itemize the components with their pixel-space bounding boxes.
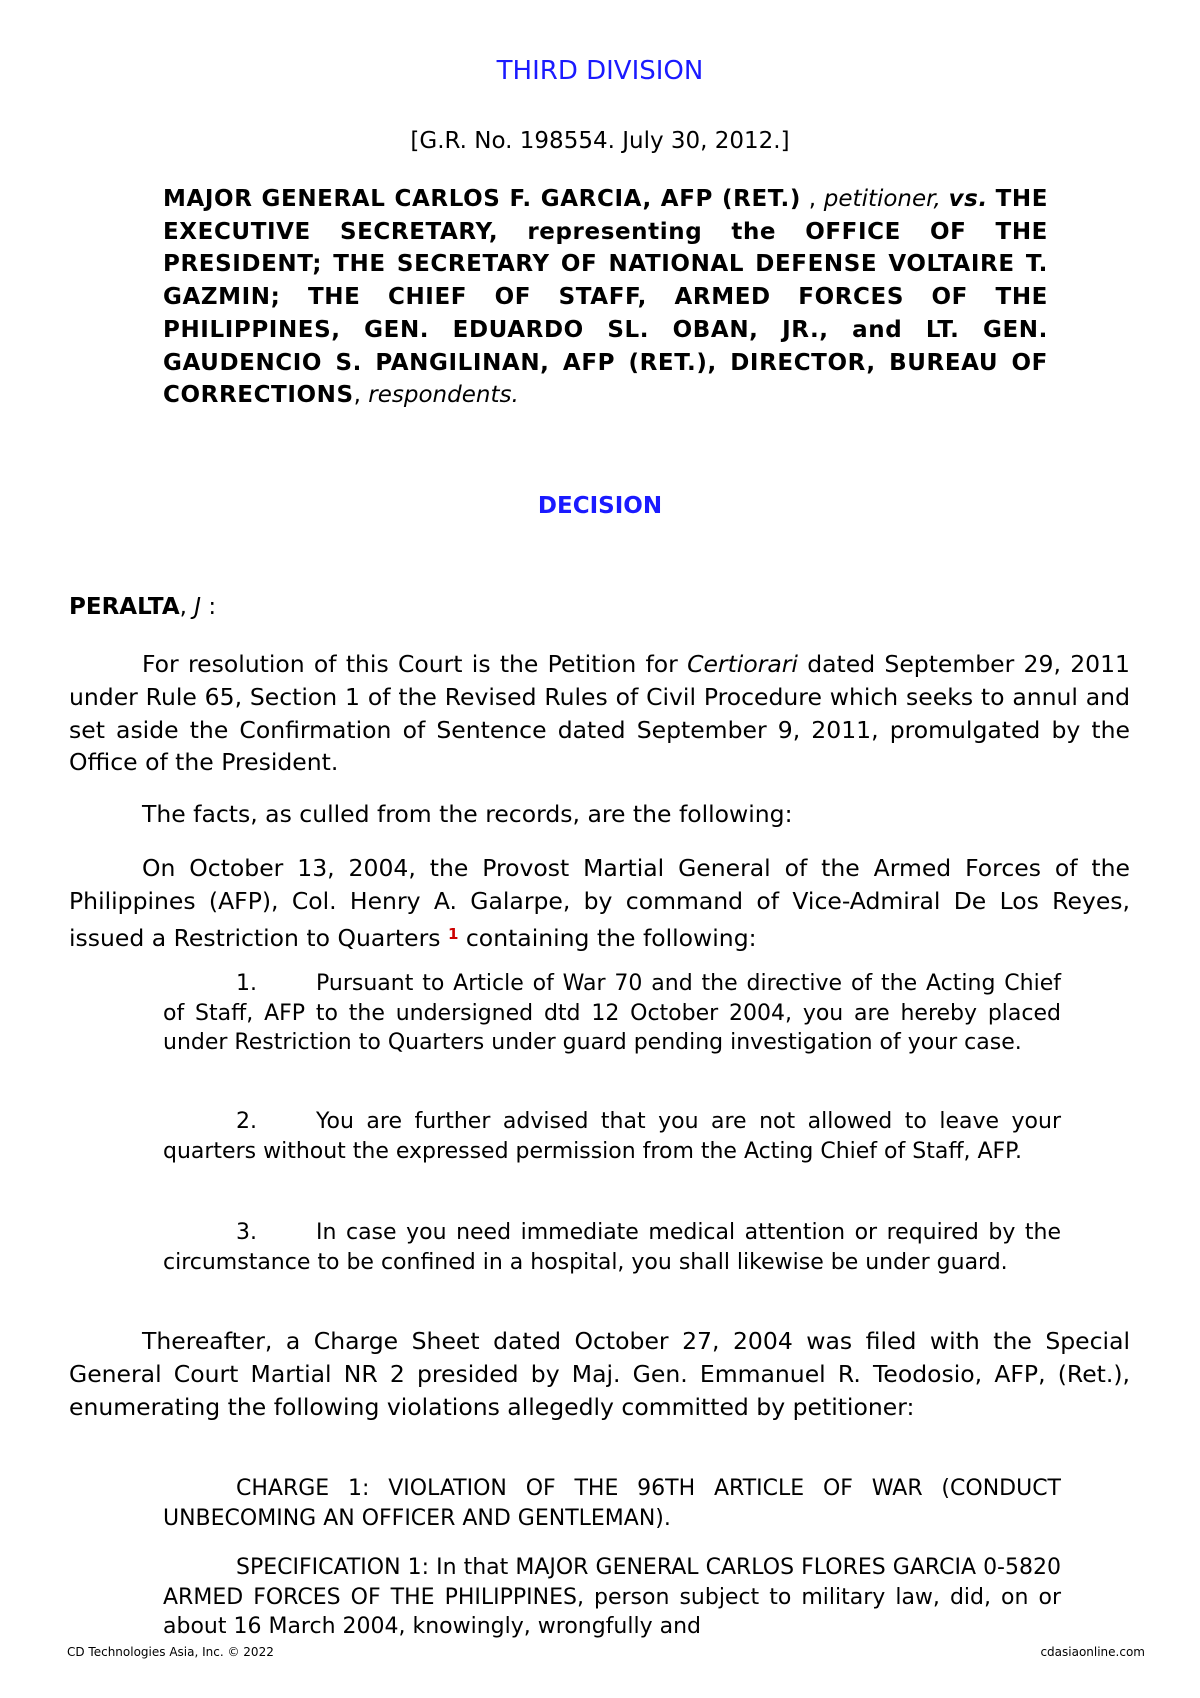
petitioner-separator: , <box>801 186 824 212</box>
paragraph-1-italic: Certiorari <box>687 650 798 678</box>
case-number: [G.R. No. 198554. July 30, 2012.] <box>410 128 790 154</box>
charge-1-text: CHARGE 1: VIOLATION OF THE 96TH ARTICLE OF WAR (CONDUCT UNBECOMING AN OFFICER AND GENTLEMAN). <box>163 1476 1061 1531</box>
division-heading: THIRD DIVISION <box>496 56 704 86</box>
quoted-item-text: In case you need immediate medical attention or required by the circumstance to be confined in a hospital, you shall likewise be under guard. <box>163 1220 1061 1275</box>
footer-copyright: CD Technologies Asia, Inc. © 2022 <box>67 1645 274 1659</box>
quoted-item <box>163 969 1061 1058</box>
quoted-item-number: 1. <box>236 971 257 996</box>
quoted-item-text: Pursuant to Article of War 70 and the directive of the Acting Chief of Staff, AFP to the undersigned dtd 12 October 2004, you are hereby placed under Restriction to Quarters under guard pending investigation of your case. <box>163 971 1061 1055</box>
ponente-line <box>69 594 216 620</box>
paragraph-2 <box>69 798 1130 831</box>
quoted-item <box>163 1218 1061 1277</box>
case-parties <box>163 183 1048 412</box>
paragraph-3-text-b: containing the following: <box>458 923 757 952</box>
versus-label: vs. <box>948 186 988 212</box>
paragraph-4-text: Thereafter, a Charge Sheet dated October 27, 2004 was filed with the Special General Court Martial NR 2 presided by Maj. Gen. Emmanuel R. Teodosio, AFP, (Ret.), enumerating the following violations allegedly committed by petitioner: <box>69 1327 1130 1421</box>
decision-title: DECISION <box>537 493 663 519</box>
paragraph-3 <box>69 852 1130 954</box>
paragraph-1 <box>69 648 1130 779</box>
specification-1 <box>163 1553 1061 1642</box>
paragraph-3-text-a: On October 13, 2004, the Provost Martial General of the Armed Forces of the Philippines (AFP), Col. Henry A. Galarpe, by command of Vice-Admiral De Los Reyes, issued a Restriction to Quarters <box>69 854 1130 952</box>
respondents-names: THE EXECUTIVE SECRETARY, representing the OFFICE OF THE PRESIDENT; THE SECRETARY OF NATIONAL DEFENSE VOLTAIRE T. GAZMIN; THE CHIEF OF STAFF, ARMED FORCES OF THE PHILIPPINES, GEN. EDUARDO SL. OBAN, JR., and LT. GEN. GAUDENCIO S. PANGILINAN, AFP (RET.), DIRECTOR, BUREAU OF CORRECTIONS <box>163 186 1049 409</box>
paragraph-2-text: The facts, as culled from the records, are the following: <box>142 800 793 828</box>
ponente-separator: , <box>179 594 195 620</box>
respondents-role: respondents. <box>368 382 519 409</box>
ponente-colon: : <box>201 594 217 620</box>
petitioner-name: MAJOR GENERAL CARLOS F. GARCIA, AFP (RET.) <box>163 186 801 212</box>
charge-1 <box>163 1474 1061 1533</box>
respondents-separator: , <box>353 382 369 409</box>
ponente-title: J <box>194 594 202 620</box>
quoted-item-text: You are further advised that you are not allowed to leave your quarters without the expressed permission from the Acting Chief of Staff, AFP. <box>163 1109 1061 1164</box>
quoted-item-number: 2. <box>236 1109 257 1134</box>
ponente-name: PERALTA <box>69 594 180 620</box>
footer-website[interactable]: cdasiaonline.com <box>1040 1645 1145 1659</box>
specification-1-text: SPECIFICATION 1: In that MAJOR GENERAL CARLOS FLORES GARCIA 0-5820 ARMED FORCES OF THE PHILIPPINES, person subject to military law, did, on or about 16 March 2004, knowingly, wrongfully and <box>163 1555 1061 1639</box>
paragraph-1-text-b: dated September 29, 2011 under Rule 65, Section 1 of the Revised Rules of Civil Procedure which seeks to annul and set aside the Confirmation of Sentence dated September 9, 2011, promulgated by the Office of the President. <box>69 650 1131 777</box>
quoted-item <box>163 1107 1061 1166</box>
paragraph-4 <box>69 1325 1130 1423</box>
footnote-link[interactable]: 1 <box>447 924 459 943</box>
quoted-item-number: 3. <box>236 1220 257 1245</box>
petitioner-role: petitioner, <box>823 186 941 212</box>
paragraph-1-text-a: For resolution of this Court is the Petition for <box>142 650 688 678</box>
